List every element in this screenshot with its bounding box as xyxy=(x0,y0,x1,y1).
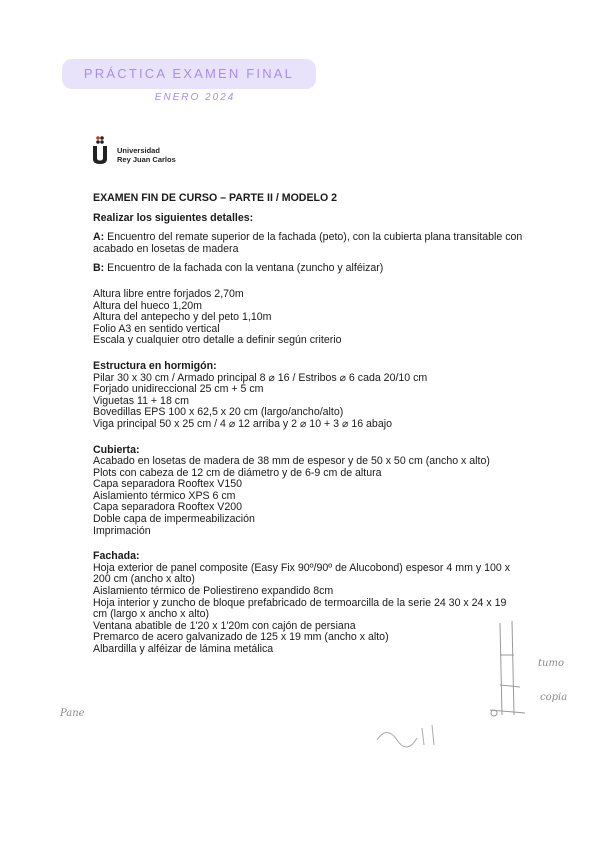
estructura-heading: Estructura en hormigón: xyxy=(93,359,217,372)
university-line-2: Rey Juan Carlos xyxy=(117,155,176,164)
fachada-item: Aislamiento térmico de Poliestireno expandido 8cm xyxy=(93,585,334,598)
cubierta-item: Capa separadora Rooftex V150 xyxy=(93,478,243,491)
fachada-item: Hoja interior y zuncho de bloque prefabricado de termoarcilla de la serie 24 30 x 24 x 19 cm (largo x ancho x alto) xyxy=(93,596,507,621)
university-line-1: Universidad xyxy=(117,146,160,155)
exam-document xyxy=(93,193,523,656)
param-item: Folio A3 en sentido vertical xyxy=(93,322,220,335)
page-title: PRÁCTICA EXAMEN FINAL xyxy=(83,66,295,81)
cubierta-item: Aislamiento térmico XPS 6 cm xyxy=(93,489,236,502)
param-item: Escala y cualquier otro detalle a definir según criterio xyxy=(93,334,342,347)
fachada-item: Ventana abatible de 1'20 x 1'20m con cajón de persiana xyxy=(93,619,356,632)
handwritten-note-right-2: copia xyxy=(540,692,568,703)
cubierta-item: Doble capa de impermeabilización xyxy=(93,513,255,526)
cubierta-item: Plots con cabeza de 12 cm de diámetro y de 6-9 cm de altura xyxy=(93,466,382,479)
param-item: Altura del hueco 1,20m xyxy=(93,299,202,312)
param-item: Altura del antepecho y del peto 1,10m xyxy=(93,311,272,324)
estructura-item: Forjado unidireccional 25 cm + 5 cm xyxy=(93,383,264,396)
detail-b-label: B: xyxy=(93,262,105,275)
fachada-item: Albardilla y alféizar de lámina metálica xyxy=(93,643,274,655)
detail-b-text: Encuentro de la fachada con la ventana (zuncho y alféizar) xyxy=(107,262,384,275)
fachada-heading: Fachada: xyxy=(93,550,140,563)
cubierta-item: Imprimación xyxy=(93,524,151,537)
handwritten-scribble-icon xyxy=(372,720,442,750)
fachada-item: Premarco de acero galvanizado de 125 x 19 mm (ancho x alto) xyxy=(93,631,389,644)
detail-a xyxy=(93,232,523,255)
university-logo-icon xyxy=(92,135,114,165)
cubierta-heading: Cubierta: xyxy=(93,443,140,456)
handwritten-note-left: Pane xyxy=(60,708,85,719)
param-item: Altura libre entre forjados 2,70m xyxy=(93,287,244,300)
handwritten-sketch-icon xyxy=(480,615,540,730)
detail-a-label: A: xyxy=(93,231,105,244)
university-name xyxy=(117,146,176,164)
detail-b xyxy=(93,263,523,275)
exam-title: EXAMEN FIN DE CURSO – PARTE II / MODELO 2 xyxy=(93,192,338,204)
detail-a-text: Encuentro del remate superior de la fachada (peto), con la cubierta plana transitable con acabado en losetas de madera xyxy=(93,231,523,255)
exam-instruction: Realizar los siguientes detalles: xyxy=(93,211,254,224)
estructura-item: Pilar 30 x 30 cm / Armado principal 8 ⌀ 16 / Estribos ⌀ 6 cada 20/10 cm xyxy=(93,371,428,384)
estructura-item: Viguetas 11 + 18 cm xyxy=(93,394,189,407)
estructura-item: Viga principal 50 x 25 cm / 4 ⌀ 12 arriba y 2 ⌀ 10 + 3 ⌀ 16 abajo xyxy=(93,417,392,430)
cubierta-item: Acabado en losetas de madera de 38 mm de espesor y de 50 x 50 cm (ancho x alto) xyxy=(93,455,490,468)
estructura-item: Bovedillas EPS 100 x 62,5 x 20 cm (largo/ancho/alto) xyxy=(93,406,344,419)
handwritten-note-right-1: tumo xyxy=(538,658,564,669)
cubierta-item: Capa separadora Rooftex V200 xyxy=(93,501,243,514)
page-subtitle: ENERO 2024 xyxy=(154,92,236,103)
fachada-item: Hoja exterior de panel composite (Easy Fix 90º/90º de Alucobond) espesor 4 mm y 100 x 200 cm (ancho x alto) xyxy=(93,561,510,586)
